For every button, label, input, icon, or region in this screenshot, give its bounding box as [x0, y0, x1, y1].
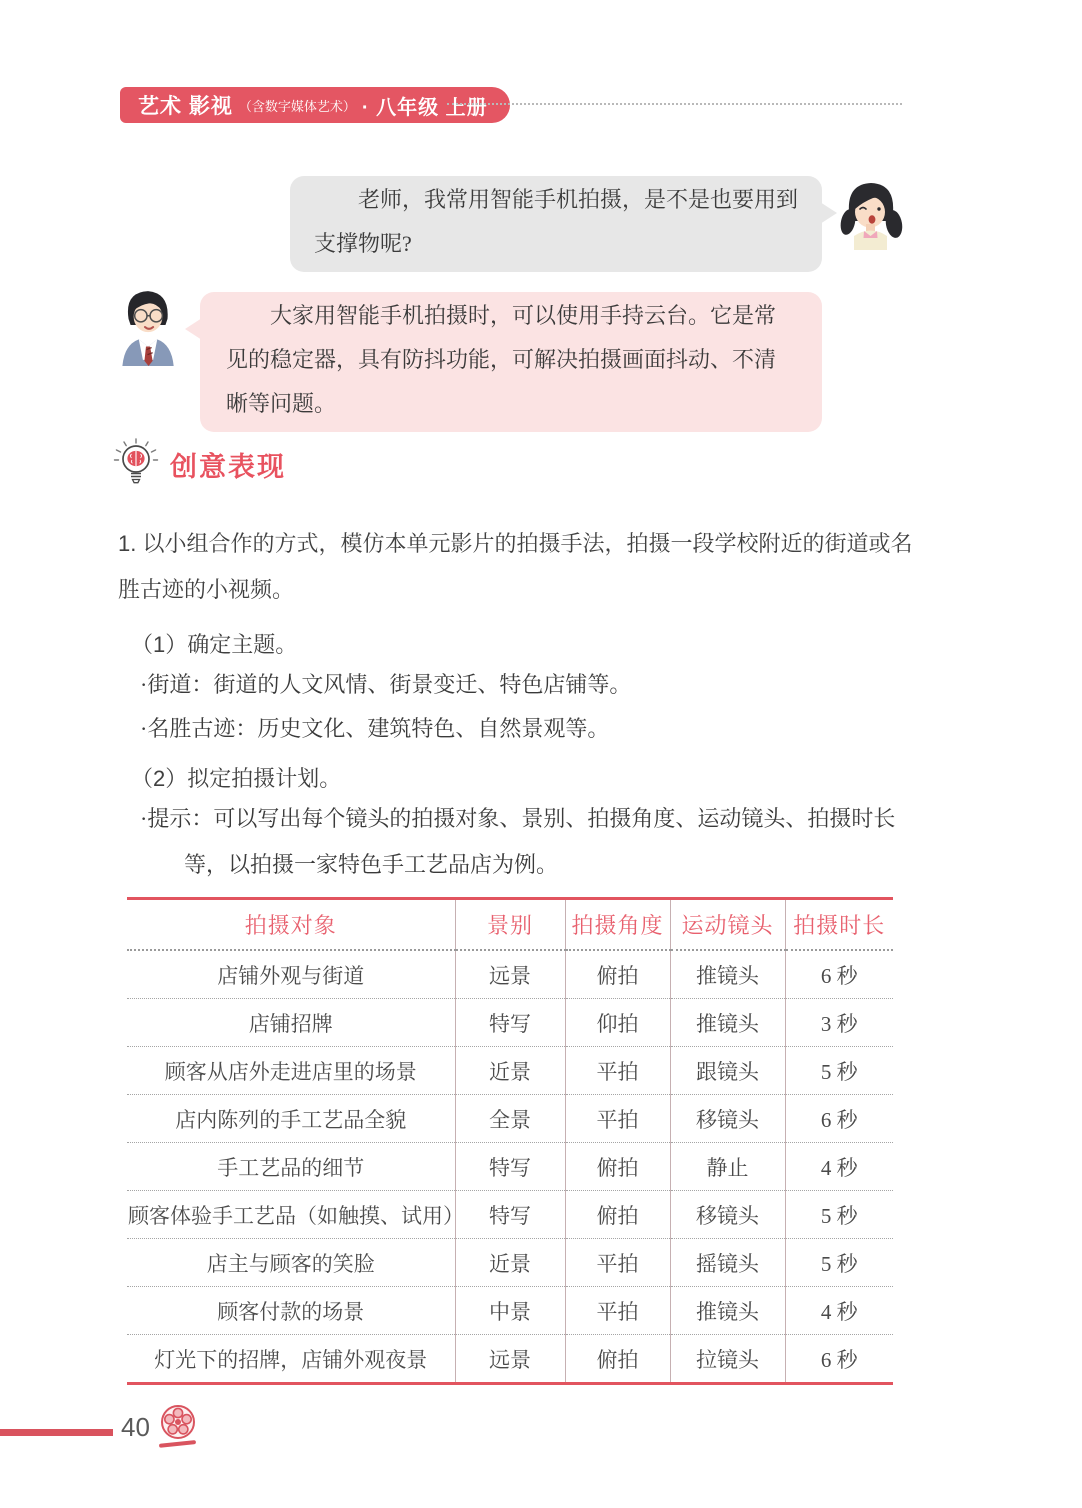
table-cell: 特写 [455, 1143, 565, 1191]
table-cell: 特写 [455, 999, 565, 1047]
table-cell: 近景 [455, 1047, 565, 1095]
table-header-cell: 拍摄角度 [565, 899, 670, 951]
table-cell: 手工艺品的细节 [127, 1143, 455, 1191]
table-cell: 6 秒 [820, 1347, 858, 1372]
table-cell: 5 秒 [785, 1239, 893, 1287]
girl-student-avatar-icon [838, 178, 904, 250]
table-cell: 仰拍 [565, 999, 670, 1047]
header-badge [120, 87, 510, 123]
table-cell: 5 秒 [785, 1047, 893, 1095]
table-cell: 特写 [455, 1191, 565, 1239]
table-cell: 远景 [455, 1335, 565, 1384]
table-cell: 6 秒 [785, 950, 893, 999]
footer-red-bar [0, 1429, 113, 1436]
table-cell: 6 秒 [785, 1095, 893, 1143]
table-row [127, 1047, 893, 1095]
table-cell: 4 秒 [785, 1143, 893, 1191]
table-cell: 俯拍 [565, 1143, 670, 1191]
table-cell: 拉镜头 [670, 1335, 785, 1384]
table-cell: 店铺外观与街道 [127, 950, 455, 999]
section-header [112, 438, 286, 490]
table-cell: 5 秒 [785, 1191, 893, 1239]
table-cell: 跟镜头 [670, 1047, 785, 1095]
table-cell: 全景 [455, 1095, 565, 1143]
table-cell: 4 秒 [785, 1287, 893, 1335]
table-cell: 移镜头 [670, 1095, 785, 1143]
table-cell: 顾客付款的场景 [127, 1287, 455, 1335]
teacher-speech-text: 大家用智能手机拍摄时，可以使用手持云台。它是常见的稳定器，具有防抖功能，可解决拍摄画面抖动、不清晰等问题。 [226, 303, 777, 416]
table-cell: 俯拍 [565, 1335, 670, 1384]
table-cell: 俯拍 [565, 1191, 670, 1239]
table-row [127, 950, 893, 999]
step-2-label: （2）拟定拍摄计划。 [131, 766, 342, 791]
table-header-row [127, 899, 893, 951]
task-intro: 1. 以小组合作的方式，模仿本单元影片的拍摄手法，拍摄一段学校附近的街道或名胜古迹的小视频。 [118, 531, 913, 602]
table-cell: 店主与顾客的笑脸 [127, 1239, 455, 1287]
table-cell: 中景 [455, 1287, 565, 1335]
table-cell: 平拍 [565, 1047, 670, 1095]
table-cell: 近景 [455, 1239, 565, 1287]
badge-title: 艺术 影视 [138, 95, 233, 118]
table-header-cell: 拍摄对象 [127, 899, 455, 951]
badge-subtitle: （含数字媒体艺术） [238, 98, 356, 114]
step-1-label: （1）确定主题。 [131, 632, 298, 657]
table-cell: 顾客从店外走进店里的场景 [127, 1047, 455, 1095]
table-row [127, 999, 893, 1047]
student-speech-text: 老师，我常用智能手机拍摄，是不是也要用到支撑物呢? [314, 187, 799, 256]
table-cell: 移镜头 [670, 1191, 785, 1239]
table-cell: 推镜头 [670, 1287, 785, 1335]
table-cell: 顾客体验手工艺品（如触摸、试用） [127, 1191, 455, 1239]
table-row [127, 1143, 893, 1191]
header-dotted-line [447, 103, 902, 105]
step-2-hint: ·提示：可以写出每个镜头的拍摄对象、景别、拍摄角度、运动镜头、拍摄时长等，以拍摄一家特色手工艺品店为例。 [140, 806, 896, 877]
lightbulb-brain-icon [112, 438, 160, 490]
table-cell: 灯光下的招牌，店铺外观夜景 [127, 1335, 455, 1384]
table-row [127, 1191, 893, 1239]
table-cell: 平拍 [565, 1095, 670, 1143]
table-cell: 静止 [670, 1143, 785, 1191]
student-speech-bubble [290, 176, 822, 272]
table-row [127, 1095, 893, 1143]
table-cell: 平拍 [565, 1287, 670, 1335]
table-cell: 3 秒 [785, 999, 893, 1047]
badge-grade: · 八年级 上册 [361, 96, 488, 119]
section-title: 创意表现 [170, 451, 286, 482]
table-cell: 远景 [455, 950, 565, 999]
table-header-cell: 景别 [455, 899, 565, 951]
step-1-item-street: ·街道：街道的人文风情、街景变迁、特色店铺等。 [140, 672, 632, 697]
table-row [127, 1287, 893, 1335]
table-cell: 平拍 [565, 1239, 670, 1287]
table-cell: 推镜头 [670, 950, 785, 999]
table-cell: 店铺招牌 [127, 999, 455, 1047]
step-1-item-sites: ·名胜古迹：历史文化、建筑特色、自然景观等。 [140, 716, 610, 741]
table-cell: 俯拍 [565, 950, 670, 999]
table-cell: 摇镜头 [670, 1239, 785, 1287]
table-cell: 推镜头 [670, 999, 785, 1047]
table-row [127, 1239, 893, 1287]
teacher-avatar-icon [110, 286, 184, 366]
table-cell: 店内陈列的手工艺品全貌 [127, 1095, 455, 1143]
table-header-cell: 拍摄时长 [785, 899, 893, 951]
film-reel-icon [157, 1404, 199, 1450]
shooting-plan-table [127, 897, 893, 1385]
page-number: 40 [121, 1412, 150, 1442]
table-row [127, 1335, 893, 1384]
teacher-speech-bubble [200, 292, 822, 432]
table-header-cell: 运动镜头 [670, 899, 785, 951]
